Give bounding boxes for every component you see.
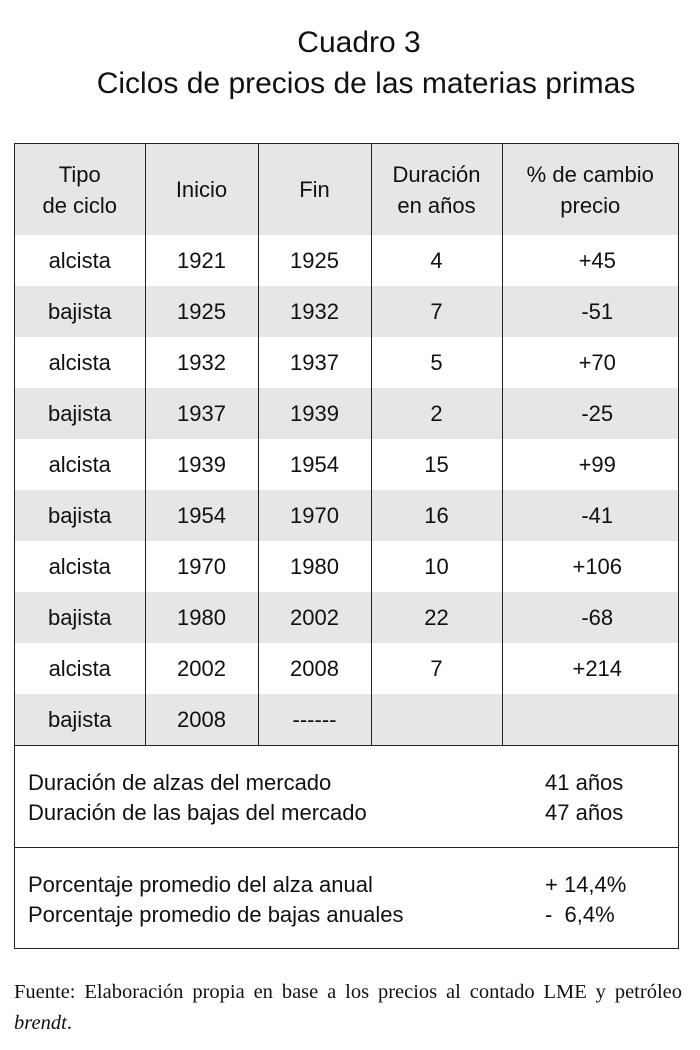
header-cambio-line2: precio — [560, 192, 621, 218]
cell-tipo: alcista — [48, 247, 111, 273]
cell-duracion — [371, 694, 502, 746]
header-duracion-line1: Duración — [392, 161, 481, 187]
table-frame — [14, 143, 679, 949]
cell-duracion: 22 — [371, 592, 502, 643]
promedio-alza-label: Porcentaje promedio del alza anual — [28, 872, 373, 897]
cell-fin: 1925 — [258, 235, 371, 286]
cell-inicio: 2008 — [145, 694, 258, 746]
duration-summary — [15, 768, 678, 828]
header-cambio — [502, 144, 678, 235]
cell-tipo: bajista — [15, 592, 145, 643]
cell-inicio: 2002 — [145, 643, 258, 694]
table-row — [15, 490, 678, 541]
percentage-summary — [15, 870, 678, 930]
table-row — [15, 694, 678, 746]
cell-cambio: +70 — [502, 337, 678, 388]
cell-tipo: bajista — [15, 694, 145, 746]
cell-cambio: -51 — [502, 286, 678, 337]
cell-cambio: +99 — [502, 439, 678, 490]
header-tipo-line2: de ciclo — [42, 192, 118, 218]
cell-cambio: +214 — [502, 643, 678, 694]
summary-row-bajas — [15, 798, 678, 828]
cell-cambio: +45 — [502, 235, 678, 286]
cell-fin: 2002 — [258, 592, 371, 643]
cell-duracion: 2 — [371, 388, 502, 439]
table-row — [15, 643, 678, 694]
alzas-label: Duración de alzas del mercado — [28, 770, 332, 795]
source-italic: brendt — [14, 1012, 67, 1034]
cell-cambio: +106 — [502, 541, 678, 592]
cell-duracion: 7 — [371, 286, 502, 337]
cell-tipo: bajista — [15, 388, 145, 439]
cell-cambio: -68 — [502, 592, 678, 643]
cell-duracion: 15 — [371, 439, 502, 490]
summary-row-promedio-alza — [15, 870, 678, 900]
summary-divider — [15, 847, 678, 848]
source-end: . — [66, 1012, 72, 1034]
table-row — [15, 541, 678, 592]
cell-fin: 1939 — [258, 388, 371, 439]
table-row — [15, 286, 678, 337]
cell-cambio: -25 — [502, 388, 678, 439]
cell-tipo: alcista — [48, 553, 111, 579]
caption-title: Ciclos de precios de las materias primas — [96, 67, 636, 100]
cell-inicio: 1954 — [145, 490, 258, 541]
cell-fin: 1932 — [258, 286, 371, 337]
cell-fin: 1970 — [258, 490, 371, 541]
cell-inicio: 1925 — [145, 286, 258, 337]
cell-fin: 1980 — [258, 541, 371, 592]
promedio-alza-value: + 14,4% — [545, 872, 627, 897]
source-text: Fuente: Elaboración propia en base a los precios al contado LME y petróleo — [14, 981, 682, 1003]
cell-inicio: 1921 — [145, 235, 258, 286]
price-cycles-table — [15, 144, 678, 746]
cell-inicio: 1980 — [145, 592, 258, 643]
cell-duracion: 7 — [371, 643, 502, 694]
summary-row-alzas — [15, 768, 678, 798]
source-note — [14, 977, 682, 1039]
cell-cambio — [502, 694, 678, 746]
cell-inicio: 1932 — [145, 337, 258, 388]
table-row — [15, 388, 678, 439]
cell-fin: ------ — [258, 694, 371, 746]
header-fin: Fin — [258, 144, 371, 235]
table-row — [15, 439, 678, 490]
bajas-label: Duración de las bajas del mercado — [28, 800, 367, 825]
cell-duracion: 4 — [371, 235, 502, 286]
header-row — [15, 144, 678, 235]
cell-tipo: bajista — [15, 490, 145, 541]
cell-cambio: -41 — [502, 490, 678, 541]
cell-tipo: alcista — [48, 349, 111, 375]
table-row — [15, 235, 678, 286]
table-caption — [0, 22, 700, 104]
table-row — [15, 337, 678, 388]
cell-inicio: 1970 — [145, 541, 258, 592]
cell-duracion: 5 — [371, 337, 502, 388]
header-cambio-line1: % de cambio — [526, 161, 654, 187]
promedio-baja-value: - 6,4% — [545, 902, 615, 927]
alzas-value: 41 años — [545, 770, 624, 795]
cell-duracion: 16 — [371, 490, 502, 541]
header-duracion-line2: en años — [397, 192, 476, 218]
cell-tipo: alcista — [48, 655, 111, 681]
cell-tipo: alcista — [48, 451, 111, 477]
cell-fin: 2008 — [258, 643, 371, 694]
cell-inicio: 1939 — [145, 439, 258, 490]
cell-inicio: 1937 — [145, 388, 258, 439]
cell-duracion: 10 — [371, 541, 502, 592]
header-tipo — [15, 144, 145, 235]
header-inicio: Inicio — [145, 144, 258, 235]
table-row — [15, 592, 678, 643]
summary-row-promedio-baja — [15, 900, 678, 930]
header-duracion — [371, 144, 502, 235]
promedio-baja-label: Porcentaje promedio de bajas anuales — [28, 902, 404, 927]
cell-fin: 1954 — [258, 439, 371, 490]
header-tipo-line1: Tipo — [58, 161, 101, 187]
cell-tipo: bajista — [15, 286, 145, 337]
cell-fin: 1937 — [258, 337, 371, 388]
bajas-value: 47 años — [545, 800, 624, 825]
caption-number: Cuadro 3 — [297, 26, 421, 59]
